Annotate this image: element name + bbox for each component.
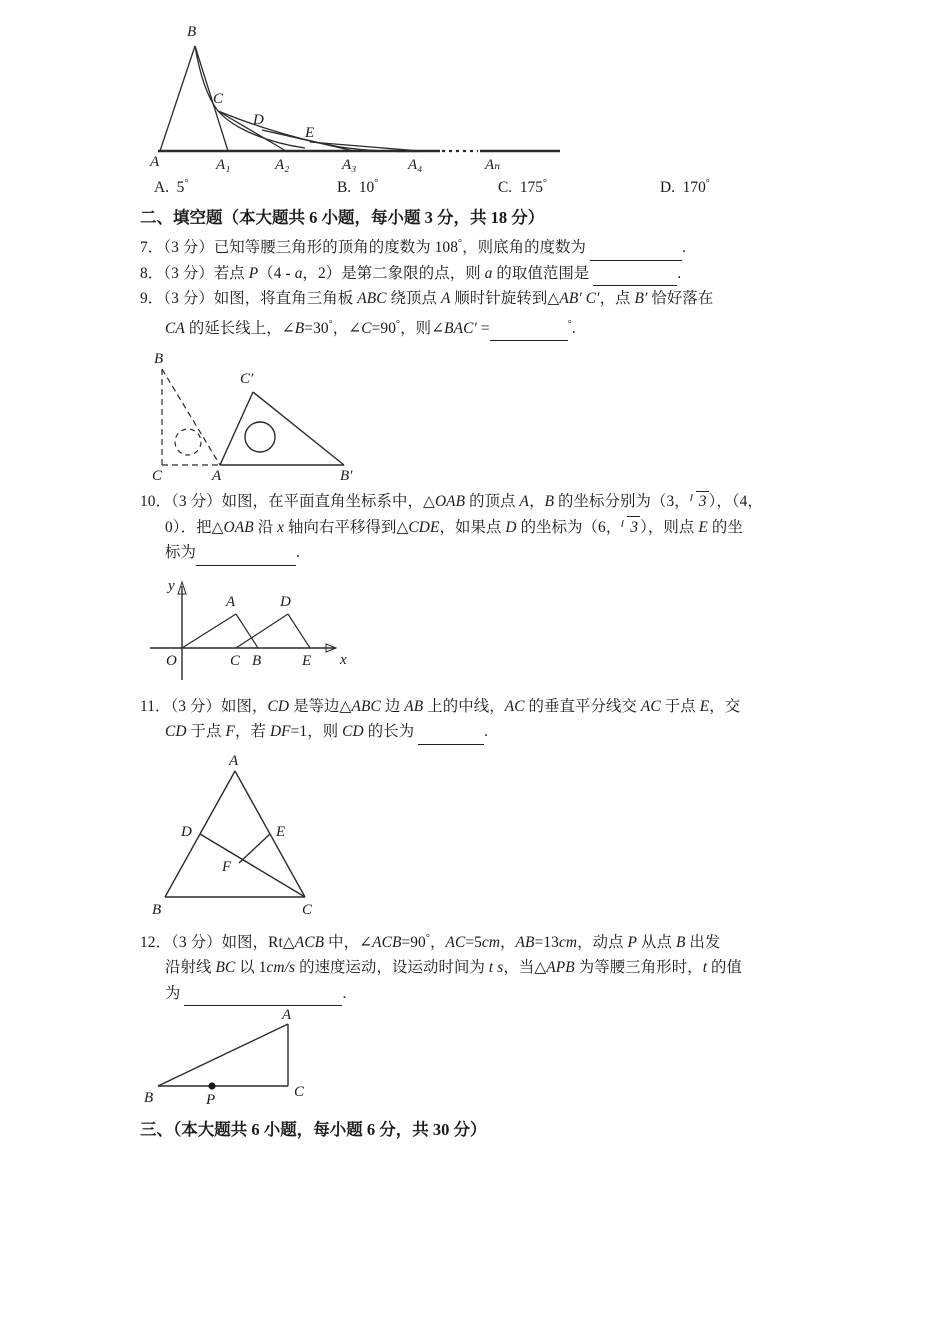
- q11-cd2: CD: [342, 723, 364, 741]
- q11-l2a: CD: [165, 723, 187, 741]
- q12-l2c: 的速度运动，设运动时间为: [299, 959, 485, 977]
- q9-var-a: A: [440, 290, 451, 308]
- q11-ac2: AC: [640, 697, 661, 715]
- q11-points: （3 分）: [170, 697, 222, 715]
- q12-label-C: C: [294, 1084, 305, 1101]
- q12-cm2: cm: [558, 933, 578, 951]
- q11-number: 11．: [140, 697, 171, 715]
- q11-seg-EF: [239, 834, 270, 863]
- q12-cm: cm: [481, 933, 501, 951]
- q10-seg-OA: [182, 614, 236, 648]
- q9-label-B: B: [154, 351, 164, 368]
- choice-a-key: A.: [154, 179, 169, 197]
- q12-bc: BC: [215, 959, 236, 977]
- q11-l1c: 边: [384, 697, 401, 715]
- q10-label-x: x: [340, 651, 347, 668]
- q10-l3a: 标为: [165, 544, 196, 562]
- q12-label-P: P: [206, 1092, 216, 1109]
- q10-number: 10．: [140, 493, 172, 511]
- question-10-line-3: [140, 540, 820, 566]
- q10-l2d: ，如果点: [439, 518, 502, 536]
- q10-seg-CD: [236, 614, 288, 648]
- q11-l2c: ，若: [235, 723, 266, 741]
- q10-oab: OAB: [434, 493, 466, 511]
- q12-l2e: 为等腰三角形时，: [578, 959, 703, 977]
- q12-acb2: ACB: [372, 933, 402, 951]
- q10-figure: [140, 566, 820, 694]
- q9-dashed-circle-hole: [175, 429, 201, 455]
- q11-label-C: C: [302, 901, 313, 918]
- q11-l1g: ，交: [709, 697, 741, 715]
- q12-cms: cm/s: [266, 959, 296, 977]
- q12-figure-svg: [140, 1008, 400, 1112]
- q6-seg-BA1: [195, 46, 228, 151]
- q12-l1a: 如图，Rt△: [221, 933, 295, 951]
- q8-answer-blank[interactable]: [593, 271, 677, 286]
- q10-label-A: A: [226, 593, 236, 610]
- q11-l1a: 如图，: [221, 697, 268, 715]
- q9-deg3: °: [567, 318, 572, 330]
- q12-l1b: 中，∠: [328, 933, 373, 951]
- q10-seg-DE: [288, 614, 310, 648]
- q11-ac: AC: [504, 697, 525, 715]
- q12-ab: AB: [515, 933, 535, 951]
- q9-abprime: AB′ C′: [559, 290, 600, 308]
- q9-circle-hole: [245, 422, 275, 452]
- choice-c[interactable]: [498, 178, 547, 197]
- q9-l1c: 顺时针旋转到△: [454, 290, 560, 308]
- q10-l2f: ），则点: [640, 518, 695, 536]
- q6-label-A: A: [150, 154, 160, 170]
- choice-a[interactable]: [154, 178, 188, 197]
- q6-label-A4: A₄: [408, 157, 423, 173]
- choice-b-unit: °: [374, 178, 379, 189]
- q7-degree: °: [458, 238, 463, 249]
- q12-l1j: 出发: [689, 933, 721, 951]
- q6-figure-svg: [140, 6, 680, 172]
- q11-tail: .: [484, 723, 489, 741]
- q10-l2c: 轴向右平移得到△: [288, 518, 409, 536]
- section-2-heading: 二、填空题（本大题共 6 小题，每小题 3 分，共 18 分）: [140, 208, 545, 227]
- q8-var-a2: a: [484, 264, 493, 282]
- q10-sqrt-3: [690, 489, 709, 515]
- q11-label-E: E: [276, 823, 286, 840]
- q8-paren-b: ，2）: [302, 264, 342, 282]
- q9-l2g: =: [480, 319, 490, 337]
- q12-l1d: ，: [429, 933, 446, 951]
- q12-point-P-dot: [208, 1083, 215, 1090]
- q10-pt-e: E: [698, 518, 708, 536]
- q11-l1f: 于点: [664, 697, 696, 715]
- q8-var-p: P: [248, 264, 259, 282]
- choice-b[interactable]: [337, 178, 378, 197]
- q12-l1g: =13: [534, 933, 559, 951]
- q9-label-Bprime: B′: [340, 468, 353, 485]
- q11-abc: ABC: [351, 697, 381, 715]
- q7-text-b: ，则底角的度数为: [462, 239, 587, 257]
- q11-label-F: F: [222, 858, 232, 875]
- q10-l2e: 的坐标为（6，: [520, 518, 622, 536]
- q10-comma: ，: [529, 493, 545, 511]
- q9-deg2: °: [396, 318, 401, 330]
- q7-text-a: 已知等腰三角形的顶角的度数为 108: [213, 239, 459, 257]
- q10-var-x: x: [277, 518, 285, 536]
- q9-label-A: A: [212, 468, 222, 485]
- q9-dashed-BA: [162, 369, 220, 465]
- q9-l2d: ，∠: [332, 319, 362, 337]
- q9-l1d: ，点: [599, 290, 631, 308]
- q9-var-c: C: [361, 319, 372, 337]
- q9-deg1: °: [328, 318, 333, 330]
- question-11-line-2: [140, 719, 820, 745]
- q10-seg-AB: [236, 614, 258, 648]
- q10-figure-svg: [140, 572, 400, 688]
- choice-a-value: 5: [176, 179, 185, 197]
- q9-abc: ABC: [357, 290, 387, 308]
- q8-tail: .: [677, 264, 682, 282]
- q9-figure: [140, 341, 820, 489]
- q12-apb: APB: [546, 959, 575, 977]
- q9-tail: .: [571, 319, 576, 337]
- q11-df: DF: [269, 723, 291, 741]
- q9-bprime: B′: [634, 290, 648, 308]
- question-11-line-1: [140, 694, 820, 720]
- q7-number: 7．: [140, 239, 164, 257]
- q11-figure: [140, 745, 820, 926]
- q10-l2a: 0）．把△: [165, 518, 224, 536]
- q11-seg-DC: [200, 834, 305, 897]
- q8-points: （3 分）: [163, 264, 214, 282]
- q11-l2b: 于点: [190, 723, 222, 741]
- q10-l1d: ），（4，: [708, 493, 763, 511]
- q9-l1e: 恰好落在: [651, 290, 714, 308]
- q12-l3a: 为: [165, 984, 181, 1002]
- q9-points: （3 分）: [163, 290, 214, 308]
- q10-label-O: O: [166, 652, 177, 669]
- q6-label-A2: A₂: [275, 157, 290, 173]
- q6-figure: [140, 0, 820, 178]
- q12-var-t: t: [488, 959, 494, 977]
- q11-label-D: D: [181, 823, 192, 840]
- q9-l2b: 的延长线上，∠: [188, 319, 295, 337]
- q10-label-E: E: [302, 652, 312, 669]
- q9-figure-svg: [140, 347, 470, 483]
- q9-l2e: =90: [371, 319, 397, 337]
- page-content: [140, 0, 820, 1143]
- q10-oab2: OAB: [223, 518, 254, 536]
- q9-l1b: 绕顶点: [390, 290, 437, 308]
- q9-l1a: 如图，将直角三角板: [213, 290, 354, 308]
- q10-answer-blank[interactable]: [196, 551, 296, 566]
- q8-text-b: 是第二象限的点，则: [341, 264, 481, 282]
- q10-label-y: y: [168, 577, 175, 594]
- q12-l2b: 以 1: [239, 959, 267, 977]
- q8-text-c: 的取值范围是: [496, 264, 590, 282]
- question-10-line-1: [140, 489, 820, 515]
- q8-paren: （4 -: [258, 264, 295, 282]
- q11-pt-e: E: [699, 697, 710, 715]
- q12-tail: .: [342, 984, 347, 1002]
- q6-label-D: D: [253, 112, 264, 128]
- section-3-heading: 三、（本大题共 6 小题，每小题 6 分，共 30 分）: [140, 1120, 487, 1140]
- choice-c-value: 175: [519, 179, 543, 197]
- q12-seg-BA: [158, 1024, 288, 1086]
- q12-number: 12．: [140, 933, 172, 951]
- q6-label-A1: A₁: [216, 157, 231, 173]
- q12-answer-blank[interactable]: [184, 991, 342, 1006]
- q12-acb: ACB: [294, 933, 325, 951]
- q12-figure: [140, 1006, 820, 1116]
- q12-l1i: 从点: [641, 933, 672, 951]
- choice-d[interactable]: [660, 178, 710, 197]
- q9-answer-blank[interactable]: [490, 326, 568, 341]
- q12-l1h: ，动点: [577, 933, 624, 951]
- q11-l1e: 的垂直平分线交: [528, 697, 637, 715]
- q12-l2a: 沿射线: [165, 959, 212, 977]
- q8-text-a: 若点: [213, 264, 245, 282]
- q9-var-b: B: [294, 319, 305, 337]
- q7-answer-blank[interactable]: [590, 246, 682, 261]
- q9-label-C: C: [152, 468, 163, 485]
- q11-figure-svg: [140, 751, 400, 921]
- question-10-line-2: [140, 515, 820, 541]
- q6-seg-AB: [160, 46, 195, 151]
- q8-var-a: a: [294, 264, 303, 282]
- q11-l1b: 是等边△: [293, 697, 352, 715]
- q11-l1d: 上的中线，: [427, 697, 505, 715]
- question-9-line-2: [140, 312, 820, 342]
- q10-l1b: 的顶点: [469, 493, 516, 511]
- q6-label-B: B: [187, 24, 197, 40]
- q11-cd: CD: [267, 697, 290, 715]
- q11-label-A: A: [229, 752, 239, 769]
- q12-points: （3 分）: [171, 933, 222, 951]
- q10-l2g: 的坐: [711, 518, 743, 536]
- question-12-line-2: [140, 955, 820, 981]
- choice-b-key: B.: [337, 179, 352, 197]
- q6-choices: [140, 178, 820, 204]
- q6-label-E: E: [305, 125, 315, 141]
- q9-l2c: =30: [304, 319, 329, 337]
- q12-pt-p: P: [627, 933, 638, 951]
- q12-pt-b: B: [675, 933, 686, 951]
- q6-label-An: Aₙ: [485, 157, 501, 173]
- q9-label-Cprime: C′: [240, 371, 254, 388]
- q11-l2d: =1，则: [290, 723, 339, 741]
- q10-pt-b: B: [544, 493, 555, 511]
- q12-l2f: 的值: [711, 959, 743, 977]
- question-9-line-1: [140, 286, 820, 312]
- choice-c-key: C.: [498, 179, 513, 197]
- question-12-line-1: [140, 926, 820, 956]
- choice-b-value: 10: [358, 179, 375, 197]
- q9-seg-CprimeBprime: [253, 392, 344, 465]
- q12-deg: °: [425, 932, 430, 944]
- q10-l2b: 沿: [257, 518, 274, 536]
- q11-ab: AB: [404, 697, 424, 715]
- q10-points: （3 分）: [171, 493, 222, 511]
- question-8: [140, 261, 820, 287]
- q10-cde: CDE: [408, 518, 440, 536]
- q10-pt-d: D: [505, 518, 517, 536]
- q10-l1c: 的坐标分别为（3，: [558, 493, 690, 511]
- q12-label-B: B: [144, 1090, 154, 1107]
- q12-l1e: =5: [465, 933, 482, 951]
- q9-number: 9．: [140, 290, 164, 308]
- q12-ac: AC: [445, 933, 466, 951]
- q11-answer-blank[interactable]: [418, 730, 484, 745]
- q11-label-B: B: [152, 901, 162, 918]
- q10-sqrt-3-value: 3: [698, 493, 707, 511]
- q12-var-t2: t: [702, 959, 708, 977]
- q10-sqrt-3b: [621, 515, 640, 541]
- q12-l1c: =90: [401, 933, 426, 951]
- q10-tail: .: [295, 544, 300, 562]
- q10-l1a: 如图，在平面直角坐标系中，△: [221, 493, 435, 511]
- q12-l1f: ，: [500, 933, 516, 951]
- choice-d-key: D.: [660, 179, 675, 197]
- question-7: [140, 231, 820, 261]
- choice-d-value: 170: [682, 179, 706, 197]
- q9-bac: BAC′: [444, 319, 477, 337]
- q6-label-A3: A₃: [342, 157, 357, 173]
- q10-label-C: C: [230, 652, 241, 669]
- q7-tail: .: [682, 239, 686, 257]
- choice-d-unit: °: [705, 178, 710, 189]
- q6-label-C: C: [213, 91, 224, 107]
- q12-var-s: s: [497, 959, 504, 977]
- q7-points: （3 分）: [163, 239, 214, 257]
- q10-label-B: B: [252, 652, 262, 669]
- q10-sqrt-3b-value: 3: [630, 518, 639, 536]
- q11-pt-f: F: [225, 723, 235, 741]
- q10-label-D: D: [280, 593, 291, 610]
- question-12-line-3: [140, 981, 820, 1007]
- q9-l2f: ，则∠: [400, 319, 445, 337]
- q9-l2a: CA: [165, 319, 185, 337]
- q10-pt-a: A: [519, 493, 530, 511]
- choice-a-unit: °: [184, 178, 189, 189]
- q12-label-A: A: [282, 1007, 292, 1024]
- choice-c-unit: °: [542, 178, 547, 189]
- q11-l2e: 的长为: [367, 723, 415, 741]
- q12-l2d: ，当△: [503, 959, 547, 977]
- q8-number: 8．: [140, 264, 164, 282]
